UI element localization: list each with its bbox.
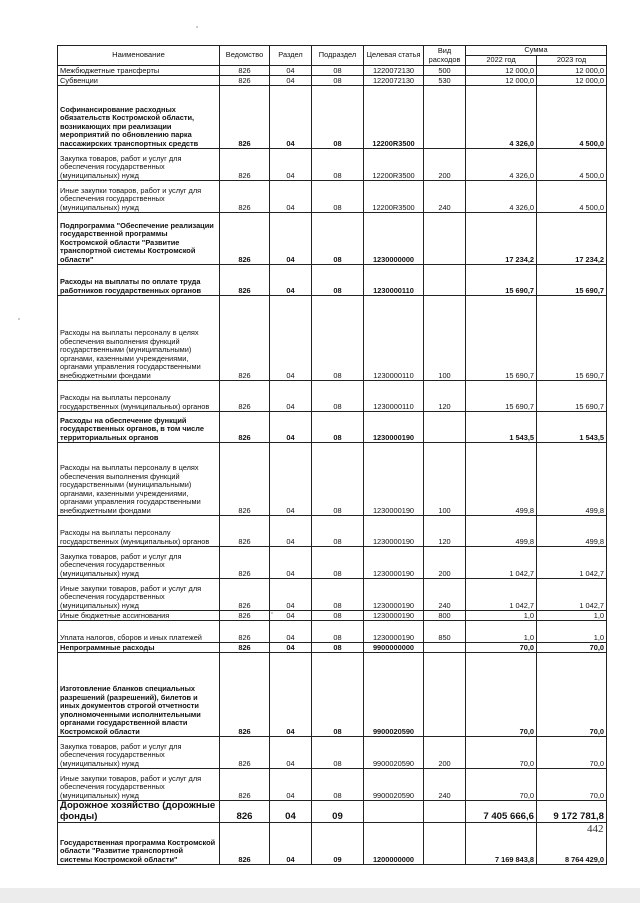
header-name: Наименование — [58, 46, 220, 66]
row-sum-2022: 12 000,0 — [466, 66, 537, 76]
row-vedomstvo: 826 — [220, 801, 270, 823]
row-name: Иные закупки товаров, работ и услуг для обеспечения государственных (муниципальных) нужд — [58, 181, 220, 213]
row-vedomstvo: 826 — [220, 412, 270, 443]
row-razdel: 04 — [270, 181, 312, 213]
row-sum-2023: 70,0 — [537, 653, 607, 737]
row-sum-2023: 15 690,7 — [537, 381, 607, 412]
row-expense-type: 500 — [424, 66, 466, 76]
header-vedomstvo: Ведомство — [220, 46, 270, 66]
row-target-article: 1230000110 — [364, 265, 424, 296]
row-razdel: 04 — [270, 66, 312, 76]
table-row — [58, 547, 607, 579]
row-expense-type — [424, 653, 466, 737]
row-sum-2023: 1 543,5 — [537, 412, 607, 443]
row-razdel: 04 — [270, 412, 312, 443]
row-vedomstvo: 826 — [220, 621, 270, 643]
row-razdel: 04 — [270, 643, 312, 653]
row-target-article: 1230000190 — [364, 443, 424, 516]
row-name: Расходы на обеспечение функций государственных органов, в том числе территориальных органов — [58, 412, 220, 443]
row-podrazdel: 08 — [312, 653, 364, 737]
row-expense-type: 850 — [424, 621, 466, 643]
row-sum-2023: 1 042,7 — [537, 547, 607, 579]
row-expense-type: 120 — [424, 516, 466, 547]
row-vedomstvo: 826 — [220, 66, 270, 76]
row-target-article: 9900000000 — [364, 643, 424, 653]
row-podrazdel: 08 — [312, 265, 364, 296]
table-row — [58, 516, 607, 547]
row-sum-2023: 70,0 — [537, 643, 607, 653]
table-row — [58, 769, 607, 801]
table-row — [58, 579, 607, 611]
row-expense-type: 530 — [424, 76, 466, 86]
row-expense-type — [424, 643, 466, 653]
row-vedomstvo: 826 — [220, 737, 270, 769]
row-target-article: 1230000190 — [364, 621, 424, 643]
row-sum-2022: 70,0 — [466, 737, 537, 769]
row-vedomstvo: 826 — [220, 181, 270, 213]
row-podrazdel: 08 — [312, 296, 364, 381]
row-expense-type: 200 — [424, 149, 466, 181]
row-vedomstvo: 826 — [220, 149, 270, 181]
row-sum-2023: 70,0 — [537, 737, 607, 769]
row-name: Изготовление бланков специальных разрешений (разрешений), билетов и иных документов строгой отчетности уполномоченными исполнительными органами государственной власти Костромской области — [58, 653, 220, 737]
row-name: Непрограммные расходы — [58, 643, 220, 653]
row-razdel: 04 — [270, 801, 312, 823]
row-target-article: 12200R3500 — [364, 86, 424, 149]
row-target-article: 1230000000 — [364, 213, 424, 265]
row-podrazdel: 08 — [312, 769, 364, 801]
table-row — [58, 643, 607, 653]
row-target-article: 9900020590 — [364, 653, 424, 737]
table-row — [58, 737, 607, 769]
row-podrazdel: 08 — [312, 643, 364, 653]
row-sum-2023: 4 500,0 — [537, 181, 607, 213]
table-row — [58, 412, 607, 443]
row-vedomstvo: 826 — [220, 823, 270, 865]
row-name: Государственная программа Костромской области "Развитие транспортной системы Костромской области" — [58, 823, 220, 865]
row-sum-2023: 9 172 781,8 — [537, 801, 607, 823]
row-podrazdel: 08 — [312, 86, 364, 149]
row-podrazdel: 08 — [312, 611, 364, 621]
row-podrazdel: 08 — [312, 149, 364, 181]
row-sum-2022: 7 405 666,6 — [466, 801, 537, 823]
row-vedomstvo: 826 — [220, 547, 270, 579]
header-year-2023: 2023 год — [537, 56, 607, 66]
row-razdel: 04 — [270, 653, 312, 737]
row-vedomstvo: 826 — [220, 265, 270, 296]
table-row — [58, 653, 607, 737]
row-razdel: 04 — [270, 381, 312, 412]
row-podrazdel: 08 — [312, 516, 364, 547]
row-sum-2022: 15 690,7 — [466, 381, 537, 412]
row-name: Закупка товаров, работ и услуг для обеспечения государственных (муниципальных) нужд — [58, 149, 220, 181]
row-sum-2023: 15 690,7 — [537, 296, 607, 381]
row-expense-type: 200 — [424, 547, 466, 579]
row-razdel: 04 — [270, 823, 312, 865]
row-razdel: 04 — [270, 769, 312, 801]
row-razdel: 04 — [270, 149, 312, 181]
scan-speck — [271, 612, 273, 614]
row-target-article — [364, 801, 424, 823]
row-name: Иные бюджетные ассигнования — [58, 611, 220, 621]
row-expense-type: 100 — [424, 296, 466, 381]
row-sum-2022: 1,0 — [466, 611, 537, 621]
row-podrazdel: 08 — [312, 66, 364, 76]
row-target-article: 12200R3500 — [364, 149, 424, 181]
row-sum-2023: 17 234,2 — [537, 213, 607, 265]
scan-speck — [18, 318, 20, 320]
row-sum-2022: 70,0 — [466, 769, 537, 801]
row-expense-type: 240 — [424, 579, 466, 611]
table-row — [58, 611, 607, 621]
row-vedomstvo: 826 — [220, 86, 270, 149]
row-sum-2023: 15 690,7 — [537, 265, 607, 296]
row-name: Дорожное хозяйство (дорожные фонды) — [58, 801, 220, 823]
table-row — [58, 296, 607, 381]
row-razdel: 04 — [270, 547, 312, 579]
row-target-article: 9900020590 — [364, 737, 424, 769]
table-row — [58, 213, 607, 265]
row-sum-2023: 1,0 — [537, 611, 607, 621]
row-sum-2023: 1,0 — [537, 621, 607, 643]
row-target-article: 1220072130 — [364, 76, 424, 86]
row-vedomstvo: 826 — [220, 296, 270, 381]
row-vedomstvo: 826 — [220, 443, 270, 516]
header-target-article: Целевая статья — [364, 46, 424, 66]
row-name: Закупка товаров, работ и услуг для обеспечения государственных (муниципальных) нужд — [58, 737, 220, 769]
row-razdel: 04 — [270, 213, 312, 265]
row-sum-2022: 1 042,7 — [466, 579, 537, 611]
table-row — [58, 181, 607, 213]
row-sum-2022: 1,0 — [466, 621, 537, 643]
row-sum-2022: 17 234,2 — [466, 213, 537, 265]
row-name: Софинансирование расходных обязательств Костромской области, возникающих при реализации мероприятий по обновлению парка пассажирских транспортных средств — [58, 86, 220, 149]
table-row — [58, 76, 607, 86]
row-sum-2022: 499,8 — [466, 516, 537, 547]
row-sum-2023: 12 000,0 — [537, 66, 607, 76]
row-expense-type — [424, 213, 466, 265]
row-sum-2022: 70,0 — [466, 653, 537, 737]
row-target-article: 12200R3500 — [364, 181, 424, 213]
header-sum: Сумма — [466, 46, 607, 56]
row-sum-2023: 4 500,0 — [537, 86, 607, 149]
row-sum-2023: 70,0 — [537, 769, 607, 801]
row-target-article: 1230000190 — [364, 611, 424, 621]
row-expense-type — [424, 801, 466, 823]
row-target-article: 9900020590 — [364, 769, 424, 801]
row-vedomstvo: 826 — [220, 611, 270, 621]
row-sum-2022: 7 169 843,8 — [466, 823, 537, 865]
row-name: Расходы на выплаты персоналу в целях обеспечения выполнения функций государственными (муниципальными) органами, казенными учреждениями, органами управления государственными внебюджетными фондами — [58, 443, 220, 516]
header-podrazdel: Подраздел — [312, 46, 364, 66]
row-target-article: 1200000000 — [364, 823, 424, 865]
row-vedomstvo: 826 — [220, 643, 270, 653]
row-podrazdel: 08 — [312, 412, 364, 443]
row-vedomstvo: 826 — [220, 579, 270, 611]
row-target-article: 1230000190 — [364, 547, 424, 579]
row-name: Расходы на выплаты персоналу в целях обеспечения выполнения функций государственными (муниципальными) органами, казенными учреждениями, органами управления государственными внебюджетными фондами — [58, 296, 220, 381]
row-razdel: 04 — [270, 737, 312, 769]
header-razdel: Раздел — [270, 46, 312, 66]
row-podrazdel: 08 — [312, 621, 364, 643]
row-expense-type — [424, 823, 466, 865]
table-row — [58, 381, 607, 412]
row-razdel: 04 — [270, 443, 312, 516]
table-row — [58, 149, 607, 181]
table-row — [58, 86, 607, 149]
table-row — [58, 823, 607, 865]
row-vedomstvo: 826 — [220, 381, 270, 412]
row-name: Межбюджетные трансферты — [58, 66, 220, 76]
row-expense-type: 800 — [424, 611, 466, 621]
row-sum-2023: 1 042,7 — [537, 579, 607, 611]
scan-speck — [196, 26, 198, 28]
row-sum-2023: 12 000,0 — [537, 76, 607, 86]
row-vedomstvo: 826 — [220, 653, 270, 737]
row-razdel: 04 — [270, 296, 312, 381]
row-name: Иные закупки товаров, работ и услуг для обеспечения государственных (муниципальных) нужд — [58, 769, 220, 801]
budget-table — [57, 45, 607, 865]
row-target-article: 1220072130 — [364, 66, 424, 76]
row-podrazdel: 08 — [312, 547, 364, 579]
row-podrazdel: 09 — [312, 801, 364, 823]
row-target-article: 1230000190 — [364, 412, 424, 443]
row-razdel: 04 — [270, 516, 312, 547]
row-name: Подпрограмма "Обеспечение реализации государственной программы Костромской области "Развитие транспортной системы Костромской области" — [58, 213, 220, 265]
row-razdel: 04 — [270, 579, 312, 611]
row-sum-2022: 12 000,0 — [466, 76, 537, 86]
row-sum-2023: 499,8 — [537, 443, 607, 516]
row-sum-2022: 1 543,5 — [466, 412, 537, 443]
row-sum-2022: 70,0 — [466, 643, 537, 653]
row-expense-type: 240 — [424, 769, 466, 801]
row-podrazdel: 08 — [312, 181, 364, 213]
row-expense-type: 100 — [424, 443, 466, 516]
row-razdel: 04 — [270, 621, 312, 643]
row-sum-2023: 499,8 — [537, 516, 607, 547]
table-header — [58, 46, 607, 66]
row-sum-2023: 8 764 429,0 — [537, 823, 607, 865]
table-row — [58, 443, 607, 516]
page-number: 442 — [587, 823, 604, 835]
row-podrazdel: 08 — [312, 443, 364, 516]
row-razdel: 04 — [270, 611, 312, 621]
row-razdel: 04 — [270, 86, 312, 149]
row-name: Иные закупки товаров, работ и услуг для обеспечения государственных (муниципальных) нужд — [58, 579, 220, 611]
row-name: Расходы на выплаты персоналу государственных (муниципальных) органов — [58, 516, 220, 547]
row-expense-type — [424, 265, 466, 296]
row-expense-type: 120 — [424, 381, 466, 412]
row-podrazdel: 09 — [312, 823, 364, 865]
row-podrazdel: 08 — [312, 579, 364, 611]
header-expense-type: Вид расходов — [424, 46, 466, 66]
row-target-article: 1230000190 — [364, 516, 424, 547]
table-row — [58, 801, 607, 823]
scan-footer-band — [0, 888, 640, 903]
row-expense-type: 240 — [424, 181, 466, 213]
row-vedomstvo: 826 — [220, 213, 270, 265]
row-podrazdel: 08 — [312, 737, 364, 769]
row-target-article: 1230000190 — [364, 579, 424, 611]
row-vedomstvo: 826 — [220, 769, 270, 801]
row-podrazdel: 08 — [312, 381, 364, 412]
row-target-article: 1230000110 — [364, 296, 424, 381]
table-row — [58, 621, 607, 643]
row-razdel: 04 — [270, 265, 312, 296]
row-sum-2022: 499,8 — [466, 443, 537, 516]
row-name: Субвенции — [58, 76, 220, 86]
row-sum-2022: 4 326,0 — [466, 86, 537, 149]
table-row — [58, 265, 607, 296]
row-expense-type — [424, 86, 466, 149]
table-row — [58, 66, 607, 76]
row-podrazdel: 08 — [312, 76, 364, 86]
header-year-2022: 2022 год — [466, 56, 537, 66]
row-name: Уплата налогов, сборов и иных платежей — [58, 621, 220, 643]
row-sum-2022: 15 690,7 — [466, 296, 537, 381]
row-sum-2022: 15 690,7 — [466, 265, 537, 296]
row-sum-2023: 4 500,0 — [537, 149, 607, 181]
row-vedomstvo: 826 — [220, 516, 270, 547]
table-body — [58, 66, 607, 865]
row-sum-2022: 1 042,7 — [466, 547, 537, 579]
row-vedomstvo: 826 — [220, 76, 270, 86]
row-name: Расходы на выплаты по оплате труда работников государственных органов — [58, 265, 220, 296]
row-name: Расходы на выплаты персоналу государственных (муниципальных) органов — [58, 381, 220, 412]
row-expense-type — [424, 412, 466, 443]
row-expense-type: 200 — [424, 737, 466, 769]
row-sum-2022: 4 326,0 — [466, 149, 537, 181]
row-razdel: 04 — [270, 76, 312, 86]
row-podrazdel: 08 — [312, 213, 364, 265]
row-name: Закупка товаров, работ и услуг для обеспечения государственных (муниципальных) нужд — [58, 547, 220, 579]
row-sum-2022: 4 326,0 — [466, 181, 537, 213]
row-target-article: 1230000110 — [364, 381, 424, 412]
